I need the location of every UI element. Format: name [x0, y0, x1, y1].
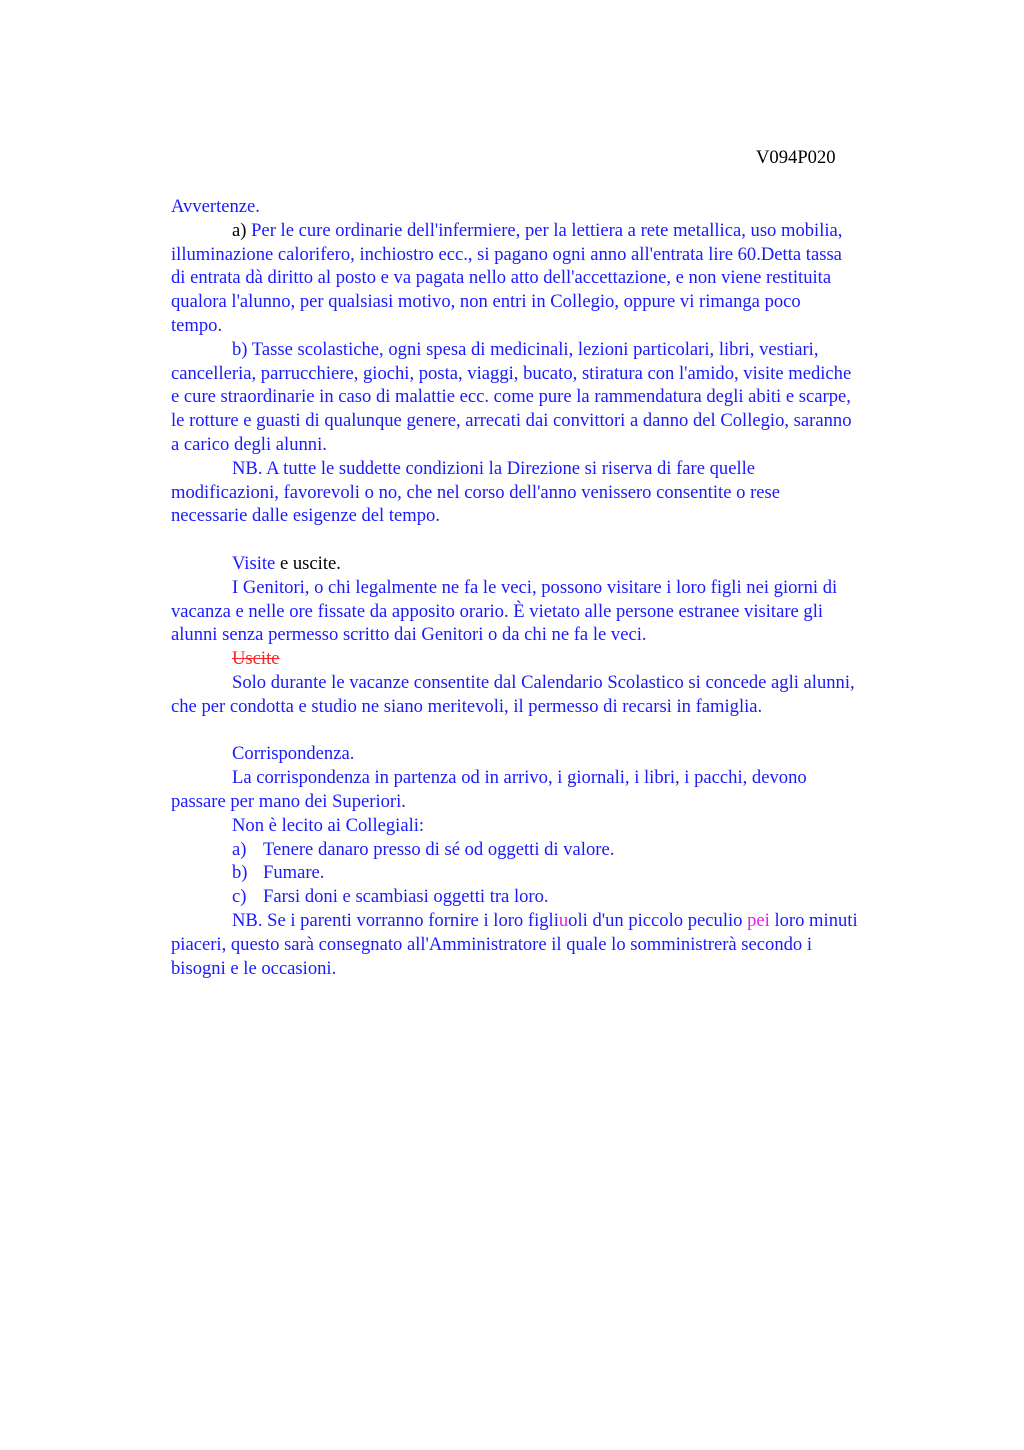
- paragraph-line: bisogni e le occasioni.: [171, 957, 337, 979]
- paragraph-line: I Genitori, o chi legalmente ne fa le veci, possono visitare i loro figli nei giorni di: [232, 576, 838, 598]
- paragraph-text: oli d'un piccolo peculio: [568, 909, 748, 931]
- heading-part: Visite: [232, 552, 276, 574]
- paragraph-line: NB. A tutte le suddette condizioni la Direzione si riserva di fare quelle: [232, 457, 756, 479]
- paragraph-line: La corrispondenza in partenza od in arrivo, i giornali, i libri, i pacchi, devono: [232, 767, 807, 789]
- deleted-text: Uscite: [232, 648, 280, 670]
- list-item: [171, 885, 941, 909]
- paragraph-line: di entrata dà diritto al posto e va pagata nello atto dell'accettazione, e non viene restituita: [171, 267, 832, 289]
- paragraph-line: illuminazione calorifero, inchiostro ecc., si pagano ogni anno all'entrata lire 60.Detta tassa: [171, 243, 842, 265]
- list-text: Fumare.: [263, 862, 325, 884]
- paragraph-line: e cure straordinarie in caso di malattie ecc. come pure la rammendatura degli abiti e scarpe,: [171, 386, 851, 408]
- struck-heading-uscite: [171, 647, 941, 671]
- section-heading-avvertenze: Avvertenze.: [171, 196, 260, 217]
- document-body: [171, 195, 941, 980]
- inserted-text: pei: [747, 909, 770, 931]
- paragraph-text: Per le cure ordinarie dell'infermiere, per la lettiera a rete metallica, uso mobilia,: [251, 219, 843, 241]
- inserted-text: u: [558, 909, 569, 931]
- paragraph-line: le rotture e guasti di qualunque genere, arrecati dai convittori a danno del Collegio, saranno: [171, 410, 852, 432]
- paragraph-line: b) Tasse scolastiche, ogni spesa di medicinali, lezioni particolari, libri, vestiari,: [232, 338, 819, 360]
- paragraph-line: alunni senza permesso scritto dai Genitori o da chi ne fa le veci.: [171, 624, 647, 646]
- list-label: c): [232, 886, 247, 908]
- heading-part: e uscite.: [275, 552, 341, 574]
- paragraph-line: [171, 219, 941, 243]
- paragraph-line: cancelleria, parrucchiere, giochi, posta, viaggi, bucato, stiratura con l'amido, visite mediche: [171, 362, 852, 384]
- section-heading-visite: [171, 552, 941, 576]
- list-text: Farsi doni e scambiasi oggetti tra loro.: [263, 886, 549, 908]
- paragraph-line: tempo.: [171, 314, 223, 336]
- list-label: b): [232, 862, 248, 884]
- spacer: [171, 528, 941, 552]
- paragraph-text: loro minuti: [769, 909, 858, 931]
- paragraph-line: passare per mano dei Superiori.: [171, 790, 406, 812]
- list-item: [171, 861, 941, 885]
- paragraph-line: necessarie dalle esigenze del tempo.: [171, 505, 440, 527]
- page-identifier: V094P020: [756, 147, 836, 168]
- spacer: [171, 719, 941, 743]
- paragraph-line: Solo durante le vacanze consentite dal Calendario Scolastico si concede agli alunni,: [232, 671, 855, 693]
- section-heading-corrispondenza: Corrispondenza.: [232, 743, 355, 765]
- paragraph-line: piaceri, questo sarà consegnato all'Amministratore il quale lo somministrerà secondo i: [171, 933, 813, 955]
- paragraph-text: NB. Se i parenti vorranno fornire i loro figli: [232, 909, 559, 931]
- list-item: [171, 838, 941, 862]
- paragraph-line: a carico degli alunni.: [171, 433, 327, 455]
- paragraph-line: Non è lecito ai Collegiali:: [232, 814, 425, 836]
- paragraph-line: vacanza e nelle ore fissate da apposito orario. È vietato alle persone estranee visitare gli: [171, 600, 824, 622]
- list-label: a): [232, 838, 247, 860]
- item-label: a): [232, 219, 252, 241]
- paragraph-line: che per condotta e studio ne siano meritevoli, il permesso di recarsi in famiglia.: [171, 695, 763, 717]
- paragraph-line: qualora l'alunno, per qualsiasi motivo, non entri in Collegio, oppure vi rimanga poco: [171, 291, 801, 313]
- list-text: Tenere danaro presso di sé od oggetti di valore.: [263, 838, 615, 860]
- paragraph-line: modificazioni, favorevoli o no, che nel corso dell'anno venissero consentite o rese: [171, 481, 780, 503]
- paragraph-line: [171, 909, 941, 933]
